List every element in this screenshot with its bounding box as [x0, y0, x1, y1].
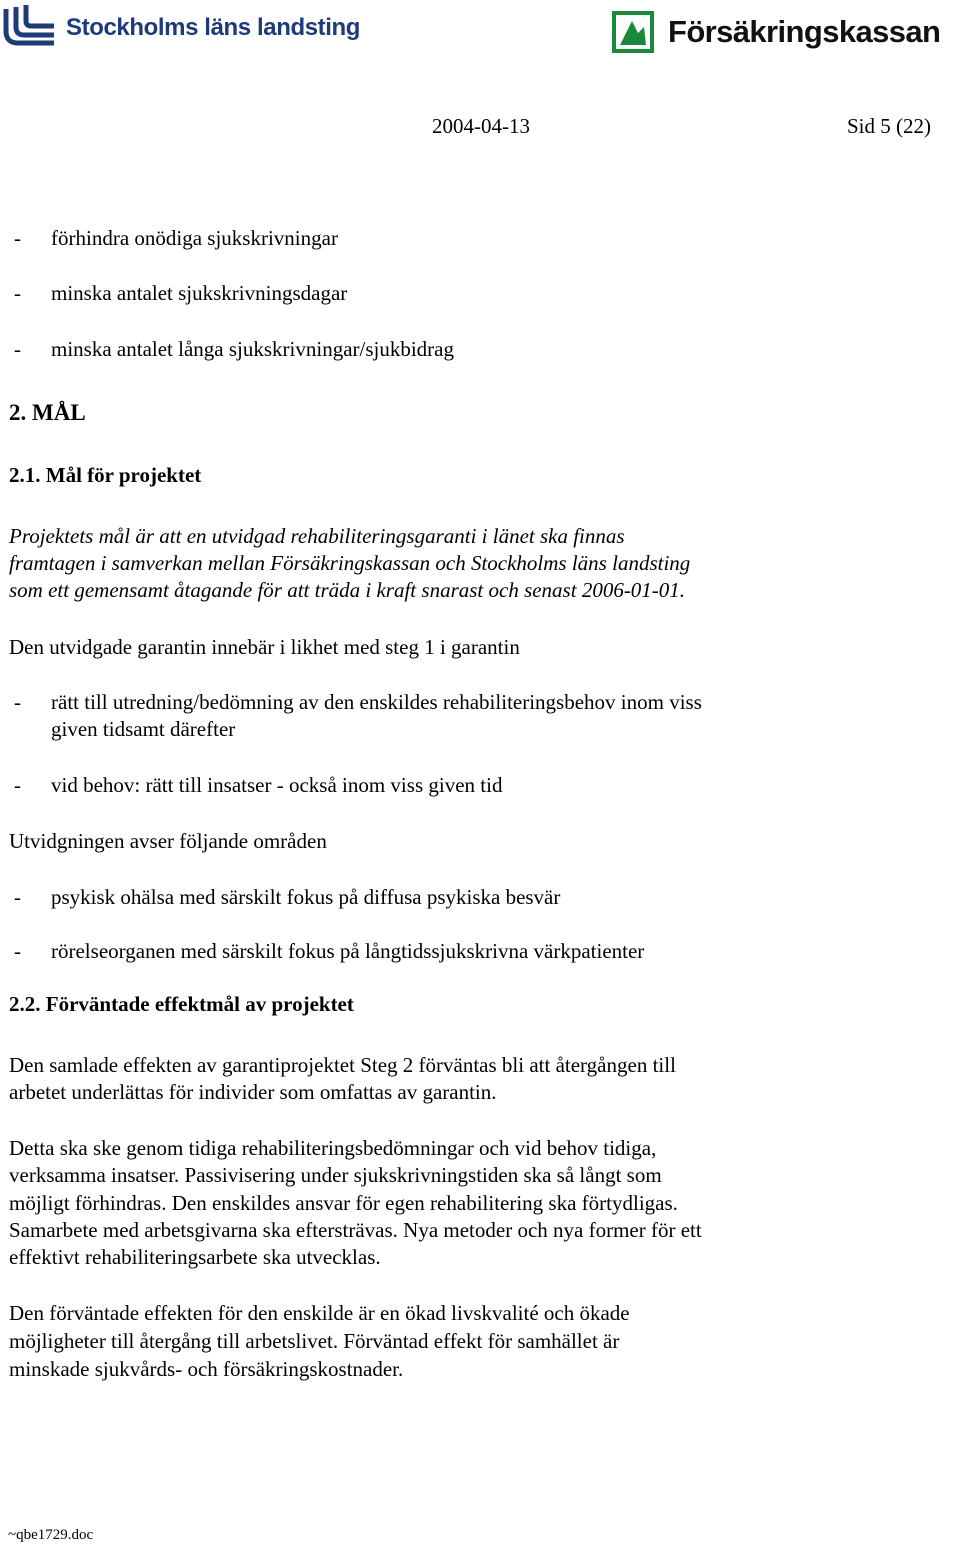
goal-text-line: Projektets mål är att en utvidgad rehabiliteringsgaranti i länet ska finnas — [9, 524, 625, 548]
bullet-dash: - — [14, 281, 21, 305]
paragraph-line: Detta ska ske genom tidiga rehabiliteringsbedömningar och vid behov tidiga, — [9, 1136, 657, 1160]
intro-text: Den utvidgade garantin innebär i likhet med steg 1 i garantin — [9, 635, 520, 659]
fk-mark-icon — [612, 11, 654, 53]
list-item-line: given tidsamt därefter — [51, 717, 236, 741]
footer-filename: ~qbe1729.doc — [8, 1527, 94, 1543]
list-item-line: rätt till utredning/bedömning av den enskildes rehabiliteringsbehov inom viss — [51, 690, 702, 714]
sll-mark-icon — [2, 5, 58, 51]
list-item: minska antalet långa sjukskrivningar/sjukbidrag — [51, 337, 454, 361]
subsection-heading: 2.1. Mål för projektet — [9, 463, 202, 487]
paragraph-line: Samarbete med arbetsgivarna ska eftersträvas. Nya metoder och nya former för ett — [9, 1218, 702, 1242]
list-item: minska antalet sjukskrivningsdagar — [51, 281, 348, 305]
paragraph-line: effektivt rehabiliteringsarbete ska utvecklas. — [9, 1245, 381, 1269]
list-item: vid behov: rätt till insatser - också inom viss given tid — [51, 773, 503, 797]
document-date: 2004-04-13 — [432, 114, 530, 138]
subsection-heading: 2.2. Förväntade effektmål av projektet — [9, 992, 354, 1016]
list-item: förhindra onödiga sjukskrivningar — [51, 226, 338, 250]
paragraph-line: Den samlade effekten av garantiprojektet Steg 2 förväntas bli att återgången till — [9, 1053, 676, 1077]
bullet-dash: - — [14, 337, 21, 361]
paragraph-line: minskade sjukvårds- och försäkringskostnader. — [9, 1357, 404, 1381]
paragraph-line: arbetet underlättas för individer som omfattas av garantin. — [9, 1080, 497, 1104]
list-item: psykisk ohälsa med särskilt fokus på diffusa psykiska besvär — [51, 885, 561, 909]
paragraph-line: möjligt förhindras. Den enskildes ansvar för egen rehabilitering ska förtydligas. — [9, 1191, 678, 1215]
stockholms-lans-landsting-logo — [2, 4, 360, 52]
bullet-dash: - — [14, 939, 21, 963]
bullet-dash: - — [14, 773, 21, 797]
bullet-dash: - — [14, 226, 21, 250]
sll-logo-text: Stockholms läns landsting — [66, 14, 361, 41]
page-number: Sid 5 (22) — [847, 114, 931, 138]
section-heading: 2. MÅL — [9, 400, 86, 425]
paragraph-line: verksamma insatser. Passivisering under sjukskrivningstiden ska så långt som — [9, 1163, 662, 1187]
bullet-dash: - — [14, 885, 21, 909]
goal-text-line: som ett gemensamt åtagande för att träda i kraft snarast och senast 2006-01-01. — [9, 578, 686, 602]
fk-logo-text: Försäkringskassan — [668, 14, 941, 49]
list-item: rörelseorganen med särskilt fokus på långtidssjukskrivna värkpatienter — [51, 939, 645, 963]
forsakringskassan-logo — [612, 8, 940, 56]
paragraph-line: möjligheter till återgång till arbetslivet. Förväntad effekt för samhället är — [9, 1329, 620, 1353]
areas-text: Utvidgningen avser följande områden — [9, 829, 327, 853]
bullet-dash: - — [14, 690, 21, 714]
goal-text-line: framtagen i samverkan mellan Försäkringskassan och Stockholms läns landsting — [9, 551, 691, 575]
paragraph-line: Den förväntade effekten för den enskilde är en ökad livskvalité och ökade — [9, 1301, 630, 1325]
